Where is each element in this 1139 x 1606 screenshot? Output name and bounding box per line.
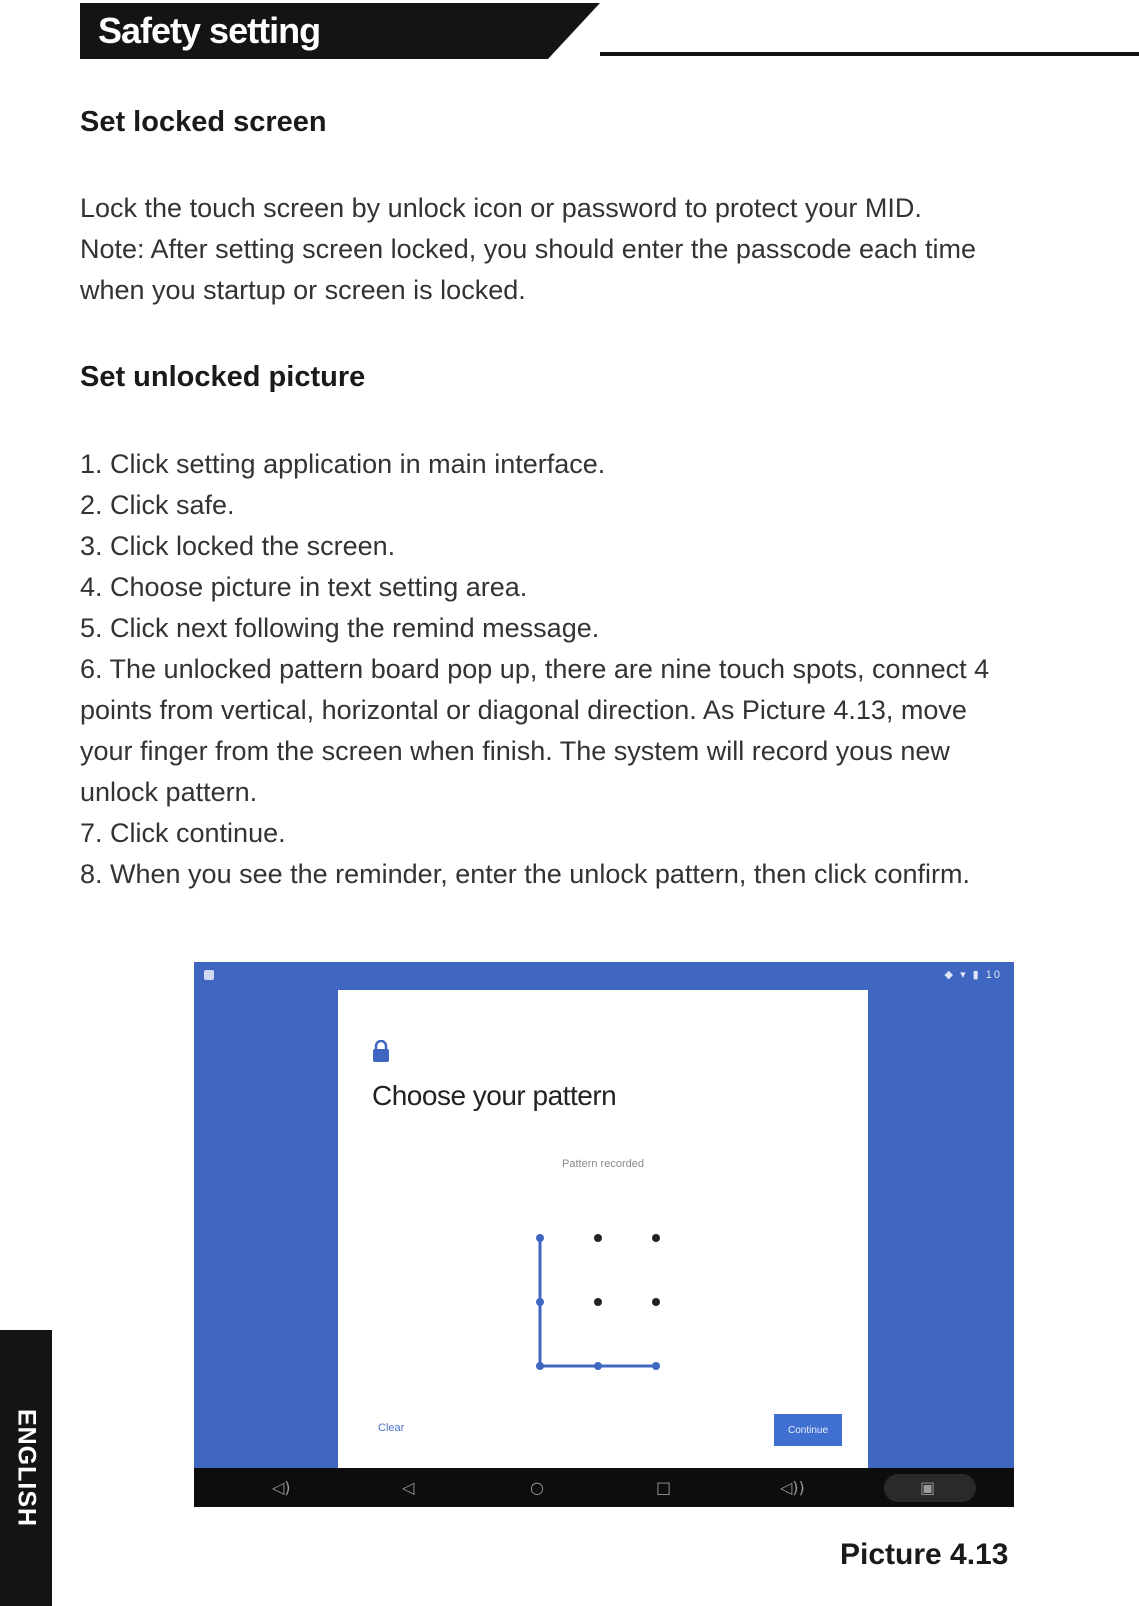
status-bar	[194, 962, 1014, 990]
description-line: when you startup or screen is locked.	[80, 275, 526, 305]
screenshot-pill[interactable]	[884, 1474, 976, 1502]
pattern-dot[interactable]	[536, 1362, 544, 1370]
tablet-screenshot	[194, 962, 1014, 1507]
lock-icon	[372, 1040, 390, 1062]
step-line: 1. Click setting application in main interface.	[80, 449, 606, 479]
step-line: your finger from the screen when finish. The system will record yous new	[80, 736, 950, 766]
step-line: unlock pattern.	[80, 777, 258, 807]
step-line: 5. Click next following the remind message.	[80, 613, 600, 643]
pattern-dialog	[338, 990, 868, 1468]
figure-caption: Picture 4.13	[840, 1538, 1009, 1571]
step-line: 6. The unlocked pattern board pop up, there are nine touch spots, connect 4	[80, 654, 990, 684]
step-line: 2. Click safe.	[80, 490, 235, 520]
volume-down-icon[interactable]: ◁)	[272, 1478, 291, 1497]
recents-icon[interactable]: □	[656, 1478, 672, 1497]
steps-list	[80, 444, 1120, 895]
language-tab	[0, 1330, 52, 1606]
page-title: Safety setting	[98, 10, 321, 51]
description-line: Lock the touch screen by unlock icon or password to protect your MID.	[80, 193, 922, 223]
pattern-dot[interactable]	[594, 1362, 602, 1370]
pattern-dot[interactable]	[594, 1298, 602, 1306]
step-line: points from vertical, horizontal or diagonal direction. As Picture 4.13, move	[80, 695, 967, 725]
pattern-grid[interactable]	[518, 1222, 678, 1382]
section-header	[80, 3, 1139, 59]
pattern-dot[interactable]	[652, 1362, 660, 1370]
heading-set-locked-screen: Set locked screen	[80, 106, 327, 138]
step-line: 7. Click continue.	[80, 818, 286, 848]
pattern-dot[interactable]	[536, 1234, 544, 1242]
dialog-title: Choose your pattern	[372, 1080, 617, 1111]
description-line: Note: After setting screen locked, you should enter the passcode each time	[80, 234, 977, 264]
header-rule	[600, 52, 1139, 56]
volume-up-icon[interactable]: ◁))	[780, 1478, 805, 1497]
step-line: 8. When you see the reminder, enter the unlock pattern, then click confirm.	[80, 859, 970, 889]
home-icon[interactable]: ○	[530, 1478, 544, 1497]
step-line: 3. Click locked the screen.	[80, 531, 396, 561]
screenshot-icon: ▣	[920, 1478, 936, 1497]
heading-set-unlocked-picture: Set unlocked picture	[80, 361, 366, 393]
back-icon[interactable]: ◁	[402, 1478, 415, 1497]
step-line: 4. Choose picture in text setting area.	[80, 572, 528, 602]
pattern-dot[interactable]	[652, 1298, 660, 1306]
continue-button[interactable]: Continue	[774, 1414, 842, 1446]
navigation-bar	[194, 1468, 1014, 1507]
pattern-dot[interactable]	[652, 1234, 660, 1242]
language-label: ENGLISH	[12, 1408, 41, 1528]
locked-screen-description	[80, 188, 1120, 311]
dialog-status-text: Pattern recorded	[562, 1158, 644, 1170]
pattern-dot[interactable]	[536, 1298, 544, 1306]
notification-icon	[204, 970, 214, 980]
pattern-dot[interactable]	[594, 1234, 602, 1242]
clear-button[interactable]: Clear	[378, 1422, 405, 1434]
status-icons: ◆ ▾ ▮ 10	[944, 969, 1002, 981]
